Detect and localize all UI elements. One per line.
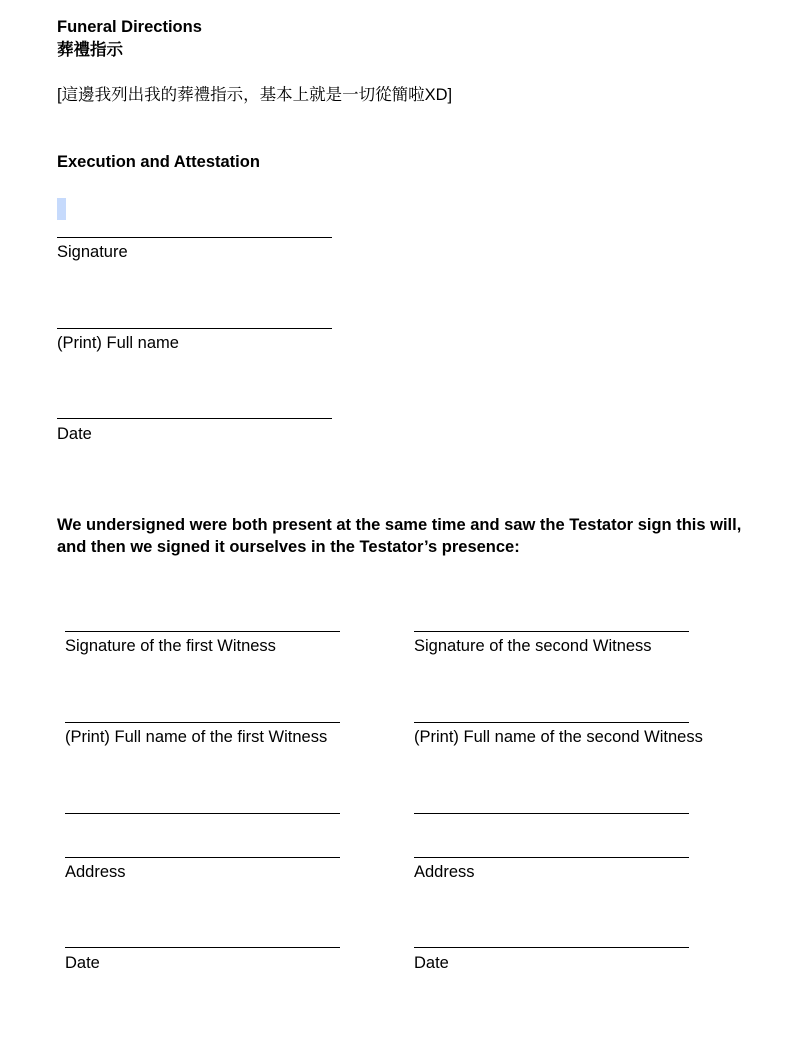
first-witness-date-line[interactable] — [65, 947, 340, 948]
funeral-note[interactable]: [這邊我列出我的葬禮指示，基本上就是一切從簡啦XD] — [57, 86, 453, 104]
attestation-statement: We undersigned were both present at the same time and saw the Testator sign this will, and then we signed it ourselves in the Testator’s presence: — [57, 516, 742, 556]
first-witness-name-line[interactable] — [65, 722, 340, 723]
second-witness-signature-label: Signature of the second Witness — [414, 637, 652, 655]
first-witness-address-line-2[interactable] — [65, 857, 340, 858]
second-witness-date-line[interactable] — [414, 947, 689, 948]
first-witness-name-label: (Print) Full name of the first Witness — [65, 728, 328, 746]
testator-name-label: (Print) Full name — [57, 334, 179, 352]
first-witness-signature-label: Signature of the first Witness — [65, 637, 276, 655]
first-witness-address-line-1[interactable] — [65, 813, 340, 814]
second-witness-name-label: (Print) Full name of the second Witness — [414, 728, 703, 746]
first-witness-date-label: Date — [65, 954, 100, 972]
testator-date-label: Date — [57, 425, 92, 443]
funeral-title-zh: 葬禮指示 — [57, 41, 123, 59]
testator-date-line[interactable] — [57, 418, 332, 419]
execution-heading: Execution and Attestation — [57, 153, 260, 171]
second-witness-date-label: Date — [414, 954, 449, 972]
text-cursor-highlight — [57, 198, 66, 220]
second-witness-address-line-1[interactable] — [414, 813, 689, 814]
second-witness-address-line-2[interactable] — [414, 857, 689, 858]
testator-signature-label: Signature — [57, 243, 128, 261]
testator-name-line[interactable] — [57, 328, 332, 329]
first-witness-signature-line[interactable] — [65, 631, 340, 632]
testator-signature-line[interactable] — [57, 237, 332, 238]
second-witness-signature-line[interactable] — [414, 631, 689, 632]
second-witness-name-line[interactable] — [414, 722, 689, 723]
funeral-title-en: Funeral Directions — [57, 18, 202, 36]
first-witness-address-label: Address — [65, 863, 126, 881]
second-witness-address-label: Address — [414, 863, 475, 881]
